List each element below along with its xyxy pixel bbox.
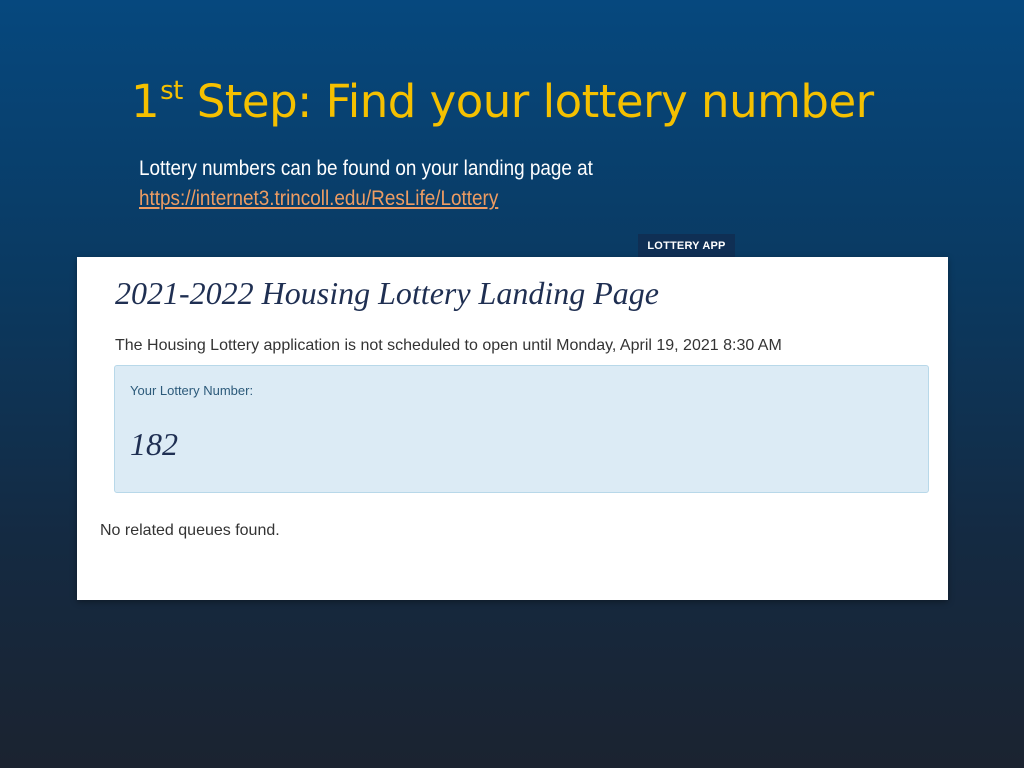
page-heading: 2021-2022 Housing Lottery Landing Page xyxy=(115,275,659,311)
lottery-number-value: 182 xyxy=(130,426,178,462)
lottery-app-tab[interactable]: LOTTERY APP xyxy=(638,234,735,258)
intro-text-block xyxy=(139,154,593,214)
title-text: Step: Find your lottery number xyxy=(182,75,874,128)
title-superscript: st xyxy=(160,76,183,106)
lottery-number-label: Your Lottery Number: xyxy=(130,383,254,398)
schedule-note: The Housing Lottery application is not scheduled to open until Monday, April 19, 2021 8:30 AM xyxy=(115,337,782,354)
queues-note: No related queues found. xyxy=(100,522,280,539)
lottery-link[interactable]: https://internet3.trincoll.edu/ResLife/Lottery xyxy=(139,187,499,210)
landing-page-screenshot xyxy=(77,257,948,600)
title-number: 1 xyxy=(131,75,160,128)
slide-title xyxy=(131,70,874,134)
intro-text: Lottery numbers can be found on your landing page at xyxy=(139,157,593,180)
lottery-number-panel xyxy=(114,365,929,493)
